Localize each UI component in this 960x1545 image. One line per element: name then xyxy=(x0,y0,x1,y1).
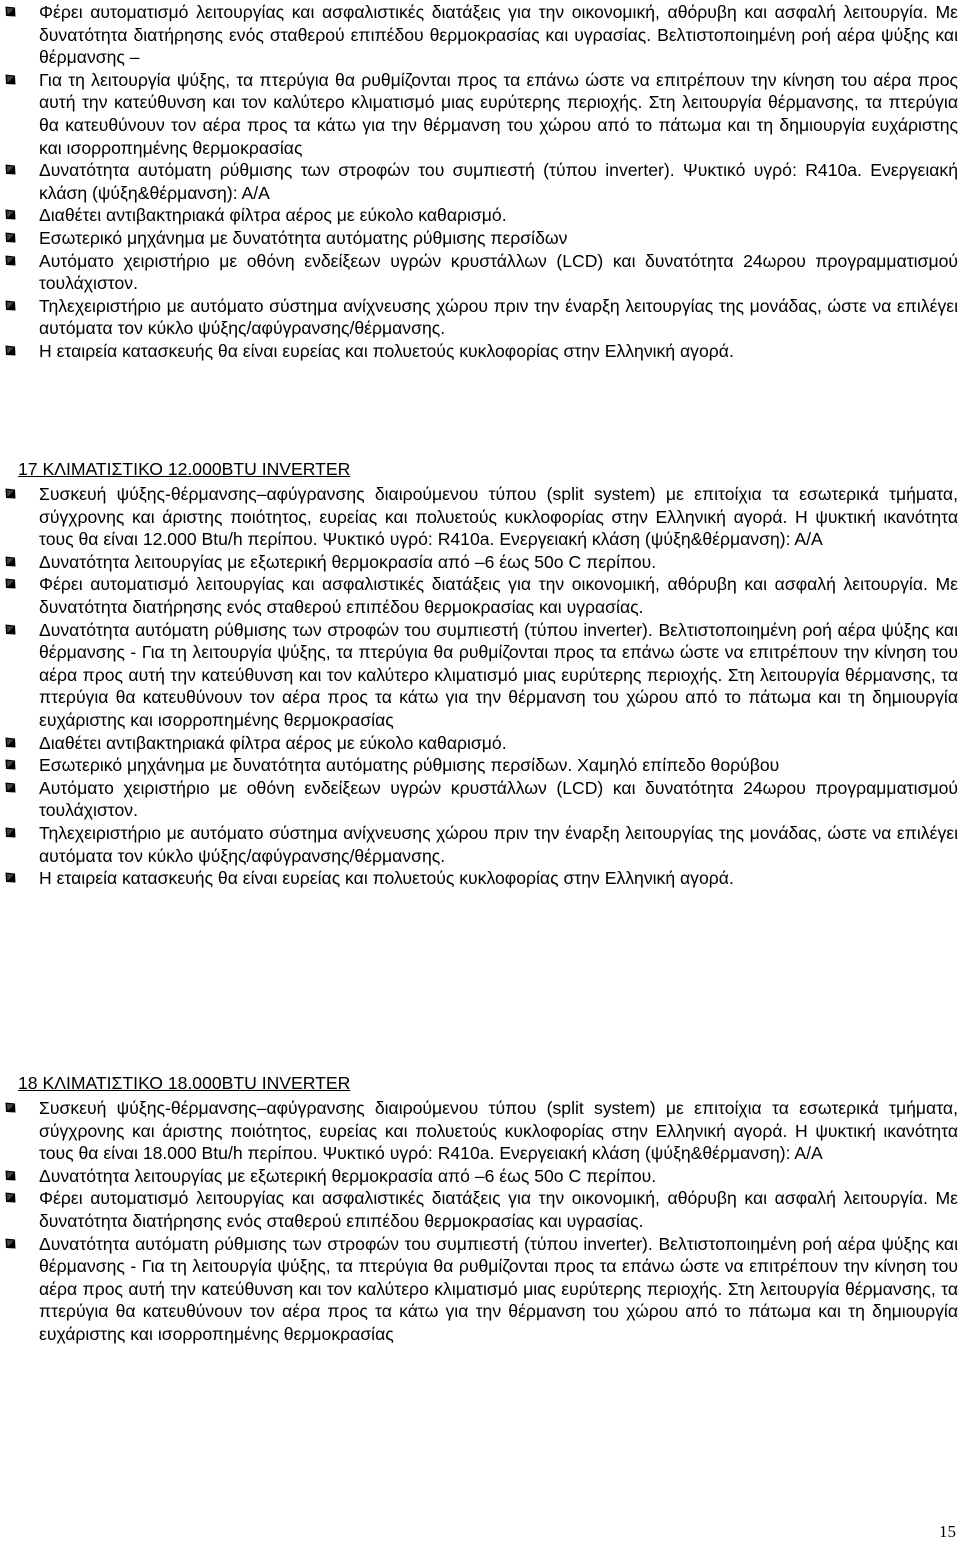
list-item-text: Φέρει αυτοματισμό λειτουργίας και ασφαλιστικές διατάξεις για την οικονομική, αθόρυβη και ασφαλή λειτουργία. Με δυνατότητα διατήρησης ενός σταθερού επιπέδου θερμοκρασίας και υγρασίας. xyxy=(39,574,958,617)
list-item-text: Φέρει αυτοματισμό λειτουργίας και ασφαλιστικές διατάξεις για την οικονομική, αθόρυβη και ασφαλή λειτουργία. Με δυνατότητα διατήρησης ενός σταθερού επιπέδου θερμοκρασίας και υγρασίας. Βελτιστοποιημένη ροή αέρα ψύξης και θέρμανσης – xyxy=(39,2,958,68)
square-bullet-icon xyxy=(5,345,16,356)
list-item-text: Δυνατότητα αυτόματη ρύθμισης των στροφών του συμπιεστή (τύπου inverter). Βελτιστοποιημένη ροή αέρα ψύξης και θέρμανσης - Για τη λειτουργία ψύξης, τα πτερύγια θα ρυθμίζονται προς τα επάνω ώστε να επιτρέπουν την κίνηση του αέρα προς αυτή την κατεύθυνση και τον καλύτερο κλιματισμό μιας ευρύτερης περιοχής. Στη λειτουργία θέρμανσης, τα πτερύγια θα κατευθύνουν τον αέρα προς τα κάτω για την θέρμανση του χώρου από το πάτωμα και τη δημιουργία ευχάριστης και ισορροπημένης θερμοκρασίας xyxy=(39,619,958,730)
square-bullet-icon xyxy=(5,624,16,635)
list-item xyxy=(0,69,960,159)
list-item-text: Δυνατότητα αυτόματη ρύθμισης των στροφών του συμπιεστή (τύπου inverter). Ψυκτικό υγρό: R410a. Ενεργειακή κλάση (ψύξη&θέρμανση): Α/Α xyxy=(39,160,958,203)
list-item xyxy=(0,1165,960,1188)
square-bullet-icon xyxy=(5,827,16,838)
square-bullet-icon xyxy=(5,556,16,567)
list-item-text: Εσωτερικό μηχάνημα με δυνατότητα αυτόματης ρύθμισης περσίδων. Χαμηλό επίπεδο θορύβου xyxy=(39,755,780,776)
page-number: 15 xyxy=(939,1522,956,1541)
square-bullet-icon xyxy=(5,782,16,793)
section-heading: 17 ΚΛΙΜΑΤΙΣΤΙΚΟ 12.000BTU INVERTER xyxy=(18,459,351,479)
list-item xyxy=(0,1187,960,1232)
list-item-text: Δυνατότητα λειτουργίας με εξωτερική θερμοκρασία από –6 έως 50ο C περίπου. xyxy=(39,1165,657,1186)
square-bullet-icon xyxy=(5,6,16,17)
square-bullet-icon xyxy=(5,1102,16,1113)
list-item xyxy=(0,777,960,822)
list-item-text: Φέρει αυτοματισμό λειτουργίας και ασφαλιστικές διατάξεις για την οικονομική, αθόρυβη και ασφαλή λειτουργία. Με δυνατότητα διατήρησης ενός σταθερού επιπέδου θερμοκρασίας και υγρασίας. xyxy=(39,1188,958,1231)
list-item xyxy=(0,1233,960,1346)
square-bullet-icon xyxy=(5,1170,16,1181)
list-item xyxy=(0,551,960,574)
section-heading: 18 ΚΛΙΜΑΤΙΣΤΙΚΟ 18.000BTU INVERTER xyxy=(18,1073,351,1093)
square-bullet-icon xyxy=(5,1238,16,1249)
list-item-text: Τηλεχειριστήριο με αυτόματο σύστημα ανίχνευσης χώρου πριν την έναρξη λειτουργίας της μονάδας, ώστε να επιλέγει αυτόματα τον κύκλο ψύξης/αφύγρανσης/θέρμανσης. xyxy=(39,295,958,339)
list-item xyxy=(0,340,960,363)
list-item-text: Η εταιρεία κατασκευής θα είναι ευρείας και πολυετούς κυκλοφορίας στην Ελληνική αγορά. xyxy=(39,340,734,361)
list-item xyxy=(0,573,960,618)
list-item xyxy=(0,159,960,204)
list-item xyxy=(0,754,960,777)
list-item xyxy=(0,867,960,890)
list-item-text: Διαθέτει αντιβακτηριακά φίλτρα αέρος με εύκολο καθαρισμό. xyxy=(39,732,507,753)
list-item xyxy=(0,732,960,755)
square-bullet-icon xyxy=(5,300,16,311)
list-item xyxy=(0,822,960,867)
square-bullet-icon xyxy=(5,164,16,175)
square-bullet-icon xyxy=(5,578,16,589)
section-17-list xyxy=(0,483,960,890)
square-bullet-icon xyxy=(5,872,16,883)
square-bullet-icon xyxy=(5,232,16,243)
square-bullet-icon xyxy=(5,737,16,748)
list-item-text: Αυτόματο χειριστήριο με οθόνη ενδείξεων υγρών κρυστάλλων (LCD) και δυνατότητα 24ωρου προγραμματισμού τουλάχιστον. xyxy=(39,250,958,294)
list-item xyxy=(0,483,960,551)
square-bullet-icon xyxy=(5,1192,16,1203)
list-item-text: Διαθέτει αντιβακτηριακά φίλτρα αέρος με εύκολο καθαρισμό. xyxy=(39,205,507,226)
section-18-list xyxy=(0,1097,960,1346)
list-item-text: Συσκευή ψύξης-θέρμανσης–αφύγρανσης διαιρούμενου τύπου (split system) με επιτοίχια τα εσωτερικά τμήματα, σύγχρονης και άριστης ποιότητος, ευρείας και πολυετούς κυκλοφορίας στην Ελληνική αγορά. Η ψυκτική ικανότητα τους θα είναι 12.000 Btu/h περίπου. Ψυκτικό υγρό: R410a. Ενεργειακή κλάση (ψύξη&θέρμανση): Α/Α xyxy=(39,484,958,550)
square-bullet-icon xyxy=(5,255,16,266)
list-item xyxy=(0,227,960,250)
list-item xyxy=(0,250,960,295)
square-bullet-icon xyxy=(5,488,16,499)
list-item-text: Εσωτερικό μηχάνημα με δυνατότητα αυτόματης ρύθμισης περσίδων xyxy=(39,227,568,248)
square-bullet-icon xyxy=(5,74,16,85)
list-item-text: Δυνατότητα λειτουργίας με εξωτερική θερμοκρασία από –6 έως 50ο C περίπου. xyxy=(39,551,657,572)
section-continuation xyxy=(0,1,960,363)
list-item-text: Για τη λειτουργία ψύξης, τα πτερύγια θα ρυθμίζονται προς τα επάνω ώστε να επιτρέπουν την κίνηση του αέρα προς αυτή την κατεύθυνση και τον καλύτερο κλιματισμό μιας ευρύτερης περιοχής. Στη λειτουργία θέρμανσης, τα πτερύγια θα κατευθύνουν τον αέρα προς τα κάτω για την θέρμανση του χώρου από το πάτωμα και τη δημιουργία ευχάριστης και ισορροπημένης θερμοκρασίας xyxy=(39,69,958,158)
list-item-text: Δυνατότητα αυτόματη ρύθμισης των στροφών του συμπιεστή (τύπου inverter). Βελτιστοποιημένη ροή αέρα ψύξης και θέρμανσης - Για τη λειτουργία ψύξης, τα πτερύγια θα ρυθμίζονται προς τα επάνω ώστε να επιτρέπουν την κίνηση του αέρα προς αυτή την κατεύθυνση και τον καλύτερο κλιματισμό μιας ευρύτερης περιοχής. Στη λειτουργία θέρμανσης, τα πτερύγια θα κατευθύνουν τον αέρα προς τα κάτω για την θέρμανση του χώρου από το πάτωμα και τη δημιουργία ευχάριστης και ισορροπημένης θερμοκρασίας xyxy=(39,1233,958,1344)
list-item xyxy=(0,204,960,227)
list-item-text: Συσκευή ψύξης-θέρμανσης–αφύγρανσης διαιρούμενου τύπου (split system) με επιτοίχια τα εσωτερικά τμήματα, σύγχρονης και άριστης ποιότητος, ευρείας και πολυετούς κυκλοφορίας στην Ελληνική αγορά. Η ψυκτική ικανότητα τους θα είναι 18.000 Btu/h περίπου. Ψυκτικό υγρό: R410a. Ενεργειακή κλάση (ψύξη&θέρμανση): Α/Α xyxy=(39,1098,958,1164)
list-item-text: Η εταιρεία κατασκευής θα είναι ευρείας και πολυετούς κυκλοφορίας στην Ελληνική αγορά. xyxy=(39,868,734,889)
list-item-text: Αυτόματο χειριστήριο με οθόνη ενδείξεων υγρών κρυστάλλων (LCD) και δυνατότητα 24ωρου προγραμματισμού τουλάχιστον. xyxy=(39,777,958,821)
square-bullet-icon xyxy=(5,759,16,770)
square-bullet-icon xyxy=(5,209,16,220)
list-item xyxy=(0,1097,960,1165)
list-item xyxy=(0,295,960,340)
list-item xyxy=(0,619,960,732)
list-item-text: Τηλεχειριστήριο με αυτόματο σύστημα ανίχνευσης χώρου πριν την έναρξη λειτουργίας της μονάδας, ώστε να επιλέγει αυτόματα τον κύκλο ψύξης/αφύγρανσης/θέρμανσης. xyxy=(39,822,958,866)
list-item xyxy=(0,1,960,69)
